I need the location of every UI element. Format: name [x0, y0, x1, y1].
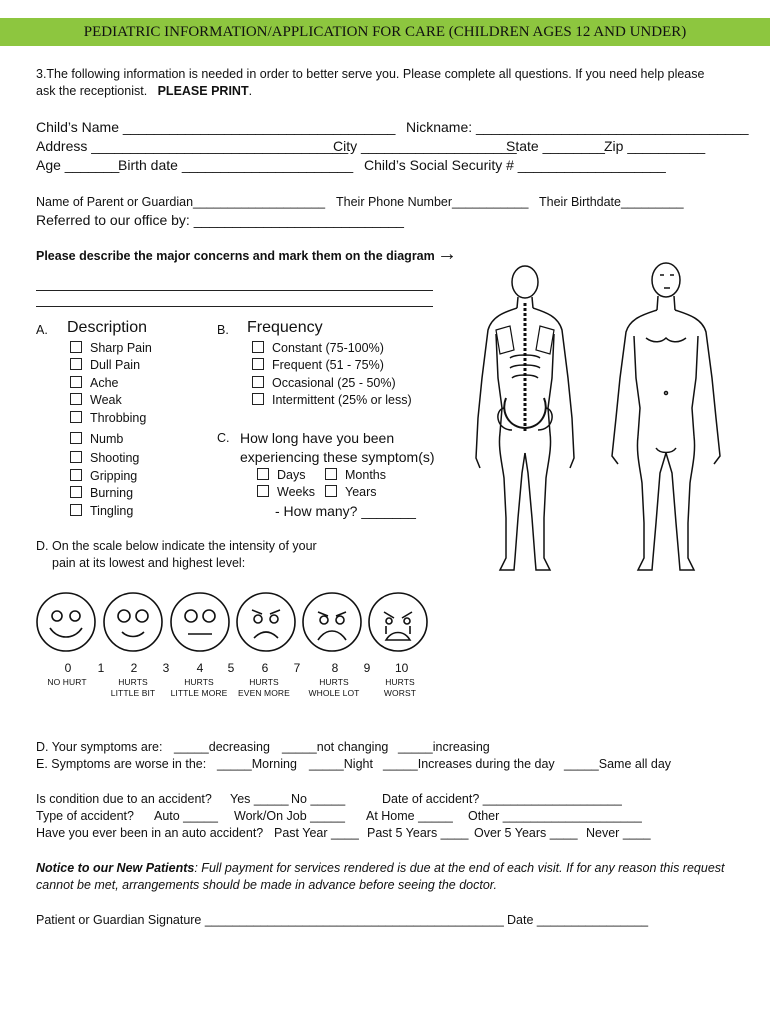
checkbox[interactable] — [252, 341, 264, 353]
accident-question: Is condition due to an accident? — [36, 792, 212, 806]
checkbox[interactable] — [257, 468, 269, 480]
days-label: Days — [277, 468, 306, 482]
checkbox[interactable] — [70, 376, 82, 388]
child-name-field[interactable]: Child’s Name ___________________________________ — [36, 119, 396, 135]
state-field[interactable]: State ________ — [506, 138, 605, 154]
checkbox[interactable] — [70, 341, 82, 353]
accident-yes-field[interactable]: Yes _____ — [230, 792, 289, 806]
checkbox[interactable] — [252, 376, 264, 388]
freq-item[interactable] — [252, 392, 412, 409]
accident-auto-field[interactable]: Auto _____ — [154, 809, 218, 823]
desc-item[interactable] — [70, 340, 152, 357]
desc-item-label: Dull Pain — [90, 358, 141, 373]
desc-item[interactable] — [70, 503, 152, 520]
desc-item[interactable] — [70, 431, 152, 448]
face-hurts-whole-lot-icon — [303, 593, 361, 651]
desc-item[interactable] — [70, 485, 152, 502]
freq-item-label: Frequent (51 - 75%) — [272, 358, 384, 373]
symptoms-worse-label: E. Symptoms are worse in the: — [36, 757, 207, 771]
intro-period: . — [248, 84, 253, 98]
ssn-field[interactable]: Child’s Social Security # ___________________ — [364, 157, 666, 173]
freq-item[interactable] — [252, 375, 412, 392]
morning-field[interactable]: _____Morning — [217, 757, 297, 771]
pain-scale-label: HURTS — [184, 677, 214, 687]
checkbox[interactable] — [70, 451, 82, 463]
checkbox[interactable] — [252, 393, 264, 405]
desc-item-label: Tingling — [90, 503, 134, 518]
pain-scale-number[interactable]: 3 — [162, 661, 170, 675]
checkbox[interactable] — [70, 504, 82, 516]
body-diagram[interactable] — [470, 258, 770, 578]
signature-date-field[interactable]: Date ________________ — [507, 913, 649, 927]
desc-item[interactable] — [70, 357, 152, 374]
checkbox[interactable] — [70, 411, 82, 423]
desc-item-label: Shooting — [90, 451, 140, 466]
pain-scale-number[interactable]: 2 — [130, 661, 138, 675]
form-header — [0, 18, 770, 46]
desc-item-label: Throbbing — [90, 410, 147, 425]
pain-scale-label: HURTS — [249, 677, 279, 687]
not-changing-field[interactable]: _____not changing — [282, 740, 389, 754]
description-letter: A. — [36, 323, 48, 337]
pain-scale-number[interactable]: 0 — [64, 661, 72, 675]
increases-day-field[interactable]: _____Increases during the day — [383, 757, 555, 771]
decreasing-field[interactable]: _____decreasing — [174, 740, 270, 754]
scale-text-1: D. On the scale below indicate the intensity of your — [36, 539, 317, 553]
parent-name-field[interactable]: Name of Parent or Guardian___________________ — [36, 195, 326, 209]
concerns-prompt: Please describe the major concerns and mark them on the diagram — [36, 249, 435, 263]
frequency-title: Frequency — [247, 319, 323, 336]
past-year-field[interactable]: Past Year ____ — [274, 826, 359, 840]
freq-item[interactable] — [252, 357, 412, 374]
pain-scale-label: WORST — [383, 688, 417, 698]
notice-text-1: : Full payment for services rendered is due at the end of each visit. If for any reason this request — [194, 861, 725, 875]
years-option[interactable] — [325, 485, 377, 499]
checkbox[interactable] — [325, 468, 337, 480]
years-label: Years — [345, 485, 377, 499]
pain-scale-number[interactable]: 6 — [261, 661, 269, 675]
scale-text-2: pain at its lowest and highest level: — [52, 556, 246, 570]
pain-scale-label: WHOLE LOT — [308, 688, 360, 698]
desc-item-label: Weak — [90, 393, 122, 408]
description-title: Description — [67, 319, 148, 336]
checkbox[interactable] — [70, 432, 82, 444]
accident-date-field[interactable]: Date of accident? ____________________ — [382, 792, 622, 806]
pain-scale-number[interactable]: 8 — [331, 661, 339, 675]
pain-scale-label: LITTLE MORE — [170, 688, 228, 698]
pain-scale-number[interactable]: 10 — [395, 661, 409, 675]
pain-scale-label: HURTS — [319, 677, 349, 687]
desc-item-label: Ache — [90, 375, 119, 390]
intro-line-2-text: ask the receptionist. — [36, 84, 148, 98]
pain-scale-label: HURTS — [118, 677, 148, 687]
pain-scale-number[interactable]: 5 — [227, 661, 235, 675]
pain-scale-label: LITTLE BIT — [110, 688, 156, 698]
weeks-label: Weeks — [277, 485, 315, 499]
checkbox[interactable] — [325, 485, 337, 497]
freq-item-label: Occasional (25 - 50%) — [272, 375, 396, 390]
checkbox[interactable] — [70, 393, 82, 405]
duration-question-2: experiencing these symptom(s) — [240, 449, 435, 465]
accident-other-field[interactable]: Other ____________________ — [468, 809, 642, 823]
months-option[interactable] — [325, 468, 386, 482]
pain-scale-label: EVEN MORE — [238, 688, 290, 698]
desc-item-label: Numb — [90, 432, 124, 447]
zip-field[interactable]: Zip __________ — [604, 138, 706, 154]
frequency-list — [252, 340, 412, 410]
notice-line-2: cannot be met, arrangements should be made in advance before seeing the doctor. — [36, 878, 497, 892]
desc-item[interactable] — [70, 450, 152, 467]
auto-accident-question: Have you ever been in an auto accident? — [36, 826, 264, 840]
desc-item-label: Burning — [90, 486, 134, 501]
pain-scale-label: HURTS — [385, 677, 415, 687]
checkbox[interactable] — [70, 358, 82, 370]
never-field[interactable]: Never ____ — [586, 826, 651, 840]
concerns-line-1[interactable] — [36, 290, 433, 291]
intro-line-2 — [36, 84, 252, 98]
body-back-figure — [476, 266, 574, 570]
desc-item[interactable] — [70, 392, 152, 409]
frequency-letter: B. — [217, 323, 229, 337]
referred-field[interactable]: Referred to our office by: ___________________________ — [36, 212, 404, 228]
accident-no-field[interactable]: No _____ — [291, 792, 346, 806]
duration-question-1: How long have you been — [240, 430, 395, 446]
intro-line-1: 3.The following information is needed in order to better serve you. Please complete all questions. If you need help please — [36, 67, 705, 81]
checkbox[interactable] — [252, 358, 264, 370]
how-many-field[interactable]: - How many? _______ — [275, 503, 416, 519]
parent-birthdate-field[interactable]: Their Birthdate_________ — [539, 195, 684, 209]
checkbox[interactable] — [257, 485, 269, 497]
face-hurts-even-more-icon — [237, 593, 295, 651]
body-front-figure — [612, 263, 720, 570]
freq-item-label: Constant (75-100%) — [272, 341, 384, 355]
arrow-right-icon: → — [437, 243, 457, 265]
duration-letter: C. — [217, 431, 230, 445]
pain-scale-number[interactable]: 7 — [293, 661, 301, 675]
freq-item-label: Intermittent (25% or less) — [272, 393, 412, 408]
night-field[interactable]: _____Night — [309, 757, 373, 771]
accident-work-field[interactable]: Work/On Job _____ — [234, 809, 345, 823]
checkbox[interactable] — [70, 486, 82, 498]
pain-scale-number[interactable]: 4 — [196, 661, 204, 675]
face-hurts-little-bit-icon — [104, 593, 162, 651]
pain-scale-label: NO HURT — [47, 677, 87, 687]
age-field[interactable]: Age _______ — [36, 157, 120, 173]
weeks-option[interactable] — [257, 485, 315, 499]
desc-item-label: Gripping — [90, 468, 138, 483]
pain-scale-number[interactable]: 1 — [97, 661, 105, 675]
parent-phone-field[interactable]: Their Phone Number___________ — [336, 195, 529, 209]
signature-field[interactable]: Patient or Guardian Signature ___________________________________________ — [36, 913, 504, 927]
accident-home-field[interactable]: At Home _____ — [366, 809, 453, 823]
past-5-years-field[interactable]: Past 5 Years ____ — [367, 826, 469, 840]
desc-item[interactable] — [70, 410, 152, 427]
desc-item[interactable] — [70, 468, 152, 485]
days-option[interactable] — [257, 468, 305, 482]
birth-date-field[interactable]: Birth date ______________________ — [118, 157, 354, 173]
pain-scale-number[interactable]: 9 — [363, 661, 371, 675]
concerns-line-2[interactable] — [36, 306, 433, 307]
address-field[interactable]: Address _________________________________ — [36, 138, 349, 154]
notice-lead: Notice to our New Patients — [36, 861, 195, 875]
form-title: PEDIATRIC INFORMATION/APPLICATION FOR CARE (CHILDREN AGES 12 AND UNDER) — [83, 23, 687, 40]
symptoms-are-label: D. Your symptoms are: — [36, 740, 163, 754]
same-day-field[interactable]: _____Same all day — [564, 757, 672, 771]
freq-item[interactable] — [252, 340, 412, 357]
face-hurts-worst-icon — [369, 593, 427, 651]
over-5-years-field[interactable]: Over 5 Years ____ — [474, 826, 578, 840]
please-print-label: PLEASE PRINT — [157, 84, 249, 98]
description-list — [70, 340, 152, 520]
accident-type-label: Type of accident? — [36, 809, 134, 823]
desc-item-label: Sharp Pain — [90, 341, 152, 355]
nickname-field[interactable]: Nickname: ___________________________________ — [406, 119, 749, 135]
face-no-hurt-icon — [37, 593, 95, 651]
desc-item[interactable] — [70, 375, 152, 392]
notice-line-1 — [36, 861, 725, 875]
face-hurts-little-more-icon — [171, 593, 229, 651]
checkbox[interactable] — [70, 469, 82, 481]
increasing-field[interactable]: _____increasing — [398, 740, 490, 754]
city-field[interactable]: City ____________________ — [333, 138, 517, 154]
months-label: Months — [345, 468, 386, 482]
